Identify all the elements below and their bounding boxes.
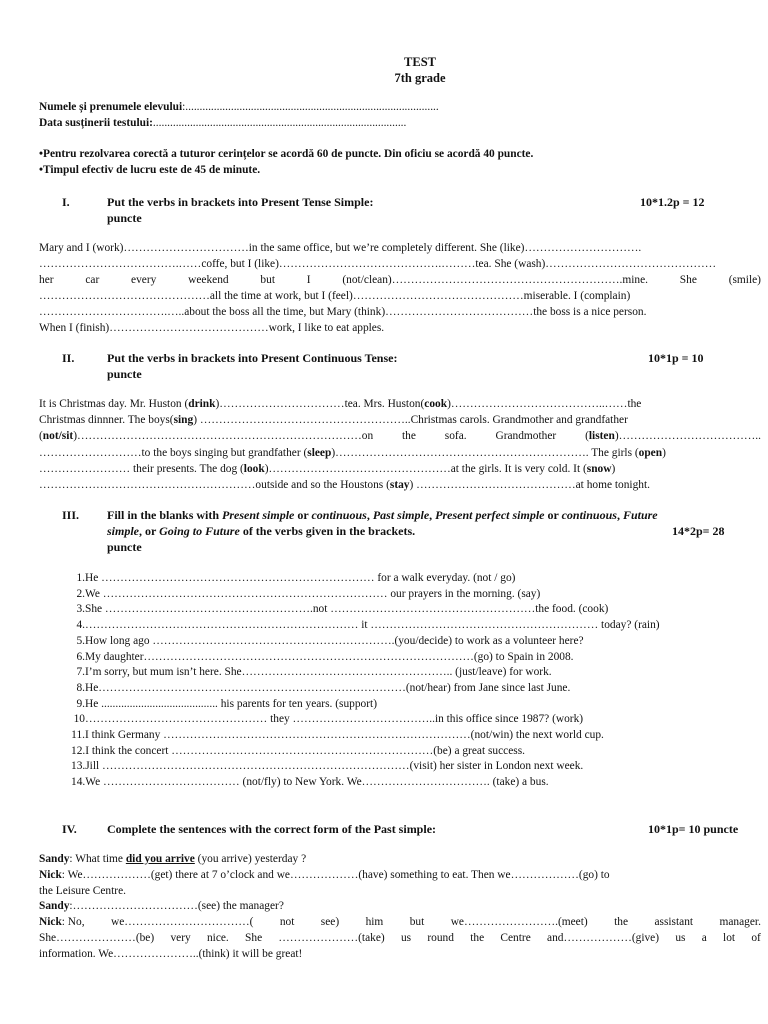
item-number: 9. [76, 697, 85, 710]
rule-time: •Timpul efectiv de lucru este de 45 de minute. [39, 164, 261, 176]
speaker-name: Nick [39, 869, 62, 881]
text-segment: Christmas dinnner. The boys(sing) ………………………………………………..Christmas carols. Grandmother and grandfather [39, 414, 628, 427]
item-number: 12. [71, 744, 86, 757]
dialogue-segment: but [409, 916, 425, 928]
dialogue-segment: of [751, 932, 761, 944]
text-line [39, 305, 761, 321]
example-answer: did you arrive [125, 853, 195, 865]
item-number: 13. [71, 760, 86, 773]
item-number: 10 [73, 713, 85, 726]
dialogue-segment: Nick: No, [39, 916, 85, 928]
dialogue-line [39, 931, 761, 947]
item-text: ……………………………………………………………… it …………………………………………………… today? (rain) [85, 619, 660, 632]
exercise-item [71, 587, 540, 603]
section-3-unit: puncte [107, 540, 142, 554]
exercise-item [71, 775, 549, 791]
section-2-number: II. [62, 351, 75, 365]
text-segment: I [306, 274, 311, 286]
text-segment: (not/clean)…………………………………………………….mine. [342, 274, 648, 286]
dialogue-segment: the [470, 932, 485, 944]
item-text: I think Germany ………………………………………………………………………(not/win) the next world cup. [85, 729, 604, 741]
dialogue-segment: She…………………(be) [39, 932, 155, 944]
text-segment: Mary and I (work)……………………………in the same office, but we’re completely different. She (like)…………………………. [39, 242, 642, 254]
text-segment: ……………………………….……coffe, but I (like)…………………………………….………tea. She (wash)……………………………………… [39, 258, 717, 270]
item-number: 8. [76, 681, 85, 694]
text-segment: Grandmother [495, 430, 557, 443]
dialogue-segment: Centre [500, 932, 531, 944]
dialogue-segment: the [614, 916, 629, 928]
item-number: 1. [76, 572, 85, 584]
dialogue-line [39, 868, 761, 884]
section-3-instruction-line1 [107, 508, 658, 523]
section-1-instruction: Put the verbs in brackets into Present Tense Simple: [107, 195, 374, 209]
text-segment: the [402, 430, 416, 443]
dialogue-segment: a [701, 932, 707, 944]
item-number: 14. [71, 776, 86, 789]
section-1-unit: puncte [107, 211, 142, 225]
instruction-segment: , [429, 508, 436, 522]
speaker-name: Sandy [39, 853, 70, 865]
exercise-item [71, 650, 574, 666]
dialogue-segment: nice. [206, 932, 229, 944]
dialogue-segment: see) [320, 916, 340, 928]
item-text: I’m sorry, but mum isn’t here. She……………………………………………….. (just/leave) for work. [85, 666, 552, 679]
text-line [39, 321, 761, 337]
section-3-number: III. [62, 508, 80, 522]
exercise-item [71, 602, 608, 618]
dialogue-segment: round [427, 932, 454, 944]
exercise-item [71, 744, 525, 760]
text-line [39, 241, 761, 257]
text-segment: (smile) [728, 274, 761, 286]
dialogue-text: : We………………(get) there at 7 o’clock and we………………(have) something to eat. Then we………………(go) to [61, 869, 610, 881]
instruction-segment: , or [139, 524, 160, 538]
section-1-number: I. [62, 195, 70, 209]
dialogue-segment: She [245, 932, 263, 944]
test-date-dots: ......................................................................................... [152, 117, 407, 129]
dialogue-text: :……………………………(see) the manager? [69, 900, 284, 912]
text-line [39, 397, 761, 413]
dialogue-line: information. We…………………..(think) it will be great! [39, 948, 303, 960]
instruction-segment: Present perfect simple [435, 508, 545, 522]
text-line [39, 462, 761, 478]
item-number: 7. [76, 666, 85, 679]
item-text: We ………………………………………………………………… our prayers in the morning. (say) [85, 587, 541, 600]
test-date-label: Data susținerii testului: [39, 117, 153, 129]
exercise-item [71, 634, 584, 650]
section-3-instruction-line2 [107, 524, 415, 539]
text-line [39, 273, 761, 289]
dialogue-segment: lot [723, 932, 736, 944]
instruction-segment: , [616, 508, 623, 522]
text-line [39, 478, 761, 494]
item-number: 5. [76, 634, 85, 647]
text-segment: every [131, 274, 157, 286]
text-segment: weekend [188, 274, 229, 286]
text-segment: …………………………………………………outside and so the Houstons (stay) ……………………………………at home tonight. [39, 479, 650, 491]
exercise-item [71, 759, 583, 775]
item-text: I think the concert ……………………………………………………………(be) a great success. [85, 744, 525, 757]
exercise-item [71, 728, 604, 744]
test-date-line [39, 117, 406, 129]
dialogue-segment: very [170, 932, 191, 944]
speaker-name: Nick [39, 916, 62, 928]
exercise-item [71, 681, 570, 697]
dialogue-segment: manager. [719, 916, 761, 928]
dialogue-text: : What time [69, 853, 126, 865]
dialogue-segment: …………………(take) [278, 932, 385, 944]
exercise-item [71, 665, 552, 681]
item-text: He………………………………………………………………………(not/hear) from Jane since last June. [85, 681, 571, 694]
exercise-item [71, 571, 515, 587]
section-2-unit: puncte [107, 367, 142, 381]
text-segment: ………………………………………all the time at work, but I (feel)………………………………………miserable. I (complain) [39, 290, 631, 302]
dialogue-line [39, 915, 761, 931]
item-text: My daughter……………………………………………………………………………(go) to Spain in 2008. [85, 650, 574, 663]
text-segment: She [679, 274, 697, 286]
test-title: TEST [404, 55, 436, 69]
speaker-name: Sandy [39, 900, 70, 912]
instruction-segment: or [294, 508, 312, 522]
item-text: He ……………………………………………………………… for a walk everyday. (not / go) [85, 572, 516, 584]
instruction-segment: Past simple [372, 508, 430, 522]
item-text: ………………………………………… they ………………………………..in this office since 1987? (work) [85, 713, 584, 726]
section-4-number: IV. [62, 822, 77, 836]
section-2-score: 10*1p = 10 [648, 351, 704, 365]
instruction-segment: Future [622, 508, 658, 522]
instruction-segment: continuous [311, 508, 367, 522]
student-name-line [39, 101, 439, 113]
instruction-segment: of the verbs given in the brackets. [239, 524, 416, 538]
text-segment: car [85, 274, 100, 286]
text-segment: sofa. [444, 430, 467, 443]
dialogue-segment: him [365, 916, 384, 928]
text-segment: …………………………….…..about the boss all the time, but Mary (think)…………………………………the boss is a nice person. [39, 306, 647, 318]
text-line [39, 429, 761, 445]
dialogue-segment: assistant [654, 916, 694, 928]
exercise-item [71, 618, 660, 634]
item-text: He ......................................... his parents for ten years. (support) [85, 697, 377, 710]
item-text: Jill ………………………………………………………………………(visit) her sister in London next week. [85, 760, 584, 773]
text-segment: (not/sit)…………………………………………………………………on [39, 430, 374, 443]
section-4-score: 10*1p= 10 puncte [648, 822, 739, 836]
dialogue-segment: we……………………………( [111, 916, 254, 928]
instruction-segment: or [544, 508, 562, 522]
text-segment: her [39, 274, 54, 286]
text-segment: …………………… their presents. The dog (look)…………………………………………at the girls. It is very cold. It (snow) [39, 462, 616, 475]
item-number: 6. [76, 650, 85, 663]
item-text: She ……………………………………………….not ………………………………………………the food. (cook) [85, 603, 609, 616]
instruction-segment: continuous [561, 508, 617, 522]
exercise-item [71, 712, 583, 728]
item-text: How long ago ……………………………………………………….(you/decide) to work as a volunteer here? [85, 634, 584, 647]
dialogue-segment: us [400, 932, 412, 944]
section-2-instruction: Put the verbs in brackets into Present Continuous Tense: [107, 351, 398, 365]
dialogue-segment: we…………………….(meet) [450, 916, 588, 928]
text-segment: ………………………to the boys singing but grandfather (sleep)…………………………………………………………. The girls (open) [39, 446, 666, 459]
text-segment: (listen)……………………………….. [585, 430, 761, 443]
dialogue-segment: not [279, 916, 295, 928]
item-number: 4. [76, 619, 85, 632]
item-number: 3. [76, 603, 85, 616]
rule-points: •Pentru rezolvarea corectă a tuturor cerințelor se acordă 60 de puncte. Din oficiu se acordă 40 puncte. [39, 148, 534, 160]
text-segment: When I (finish)……………………………………work, I like to eat apples. [39, 322, 385, 334]
instruction-segment: Fill in the blanks with [107, 508, 223, 522]
dialogue-line [39, 852, 761, 868]
text-line [39, 289, 761, 305]
student-name-dots: :......................................................................................... [182, 101, 439, 113]
item-text: We ……………………………… (not/fly) to New York. We……………………………. (take) a bus. [85, 776, 549, 789]
dialogue-line: the Leisure Centre. [39, 885, 126, 897]
text-line [39, 446, 761, 462]
instruction-segment: simple [107, 524, 139, 538]
instruction-segment: Present simple [222, 508, 295, 522]
test-subtitle: 7th grade [394, 71, 446, 85]
section-3-score: 14*2p= 28 [672, 524, 725, 538]
text-segment: but [260, 274, 275, 286]
section-4-instruction: Complete the sentences with the correct form of the Past simple: [107, 822, 437, 836]
dialogue-segment: us [675, 932, 686, 944]
dialogue-segment: and………………(give) [547, 932, 660, 944]
text-line [39, 257, 761, 273]
text-segment: It is Christmas day. Mr. Huston (drink)……………………………tea. Mrs. Huston(cook)…………………………………..……the [39, 398, 642, 410]
section-1-score: 10*1.2p = 12 [640, 195, 705, 209]
item-number: 11. [71, 729, 85, 741]
exercise-item [71, 697, 377, 713]
instruction-segment: Going to Future [159, 524, 240, 538]
dialogue-text: (you arrive) yesterday ? [194, 853, 307, 865]
text-line [39, 413, 761, 429]
instruction-segment: , [366, 508, 373, 522]
student-name-label: Numele și prenumele elevului [39, 101, 183, 113]
item-number: 2. [76, 587, 85, 600]
dialogue-line [39, 899, 761, 915]
